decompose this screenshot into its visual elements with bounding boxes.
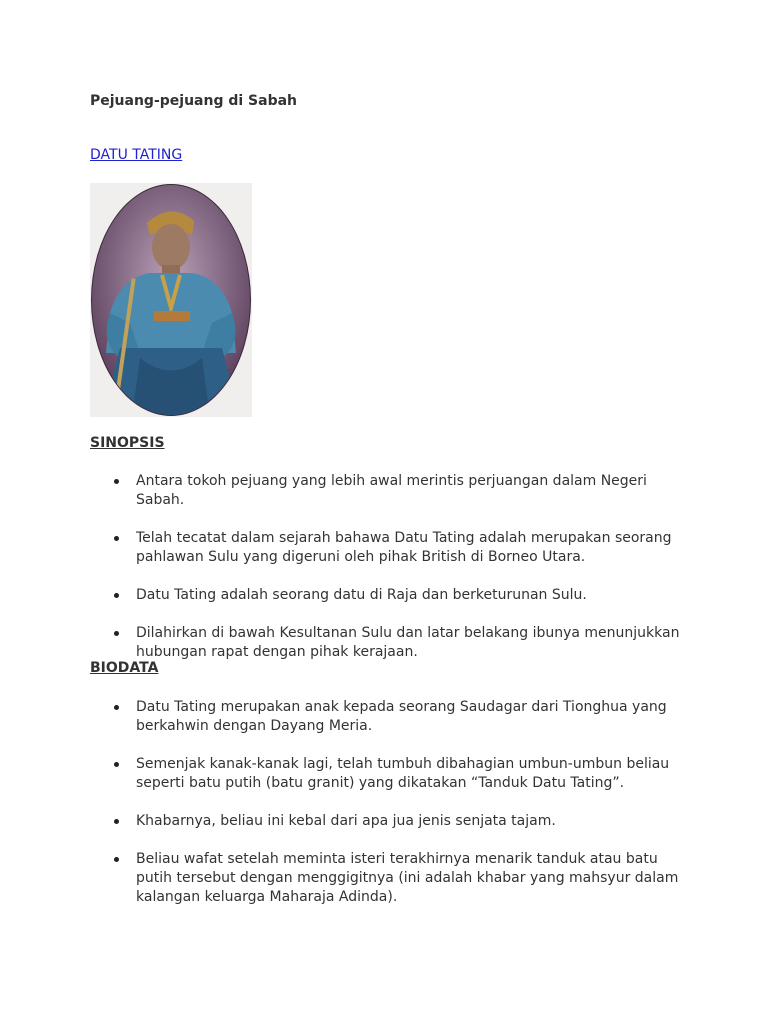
biodata-heading: BIODATA <box>90 660 159 676</box>
portrait-image <box>90 183 252 417</box>
list-item: Khabarnya, beliau ini kebal dari apa jua jenis senjata tajam. <box>90 812 690 831</box>
list-item: Beliau wafat setelah meminta isteri terakhirnya menarik tanduk atau batu putih tersebut dengan menggigitnya (ini adalah khabar yang mahsyur dalam kalangan keluarga Maharaja Adinda). <box>90 850 690 907</box>
list-item: Dilahirkan di bawah Kesultanan Sulu dan latar belakang ibunya menunjukkan hubungan rapat dengan pihak kerajaan. <box>90 624 690 662</box>
sinopsis-heading: SINOPSIS <box>90 435 165 451</box>
list-item: Telah tecatat dalam sejarah bahawa Datu Tating adalah merupakan seorang pahlawan Sulu yang digeruni oleh pihak British di Borneo Utara. <box>90 529 690 567</box>
sinopsis-list <box>90 472 690 662</box>
datu-tating-link[interactable]: DATU TATING <box>90 147 183 163</box>
list-item: Datu Tating adalah seorang datu di Raja dan berketurunan Sulu. <box>90 586 690 605</box>
list-item: Semenjak kanak-kanak lagi, telah tumbuh dibahagian umbun-umbun beliau seperti batu putih (batu granit) yang dikatakan “Tanduk Datu Tating”. <box>90 755 690 793</box>
list-item: Datu Tating merupakan anak kepada seorang Saudagar dari Tionghua yang berkahwin dengan Dayang Meria. <box>90 698 690 736</box>
document-title: Pejuang-pejuang di Sabah <box>90 93 298 109</box>
list-item: Antara tokoh pejuang yang lebih awal merintis perjuangan dalam Negeri Sabah. <box>90 472 690 510</box>
biodata-list <box>90 698 690 907</box>
